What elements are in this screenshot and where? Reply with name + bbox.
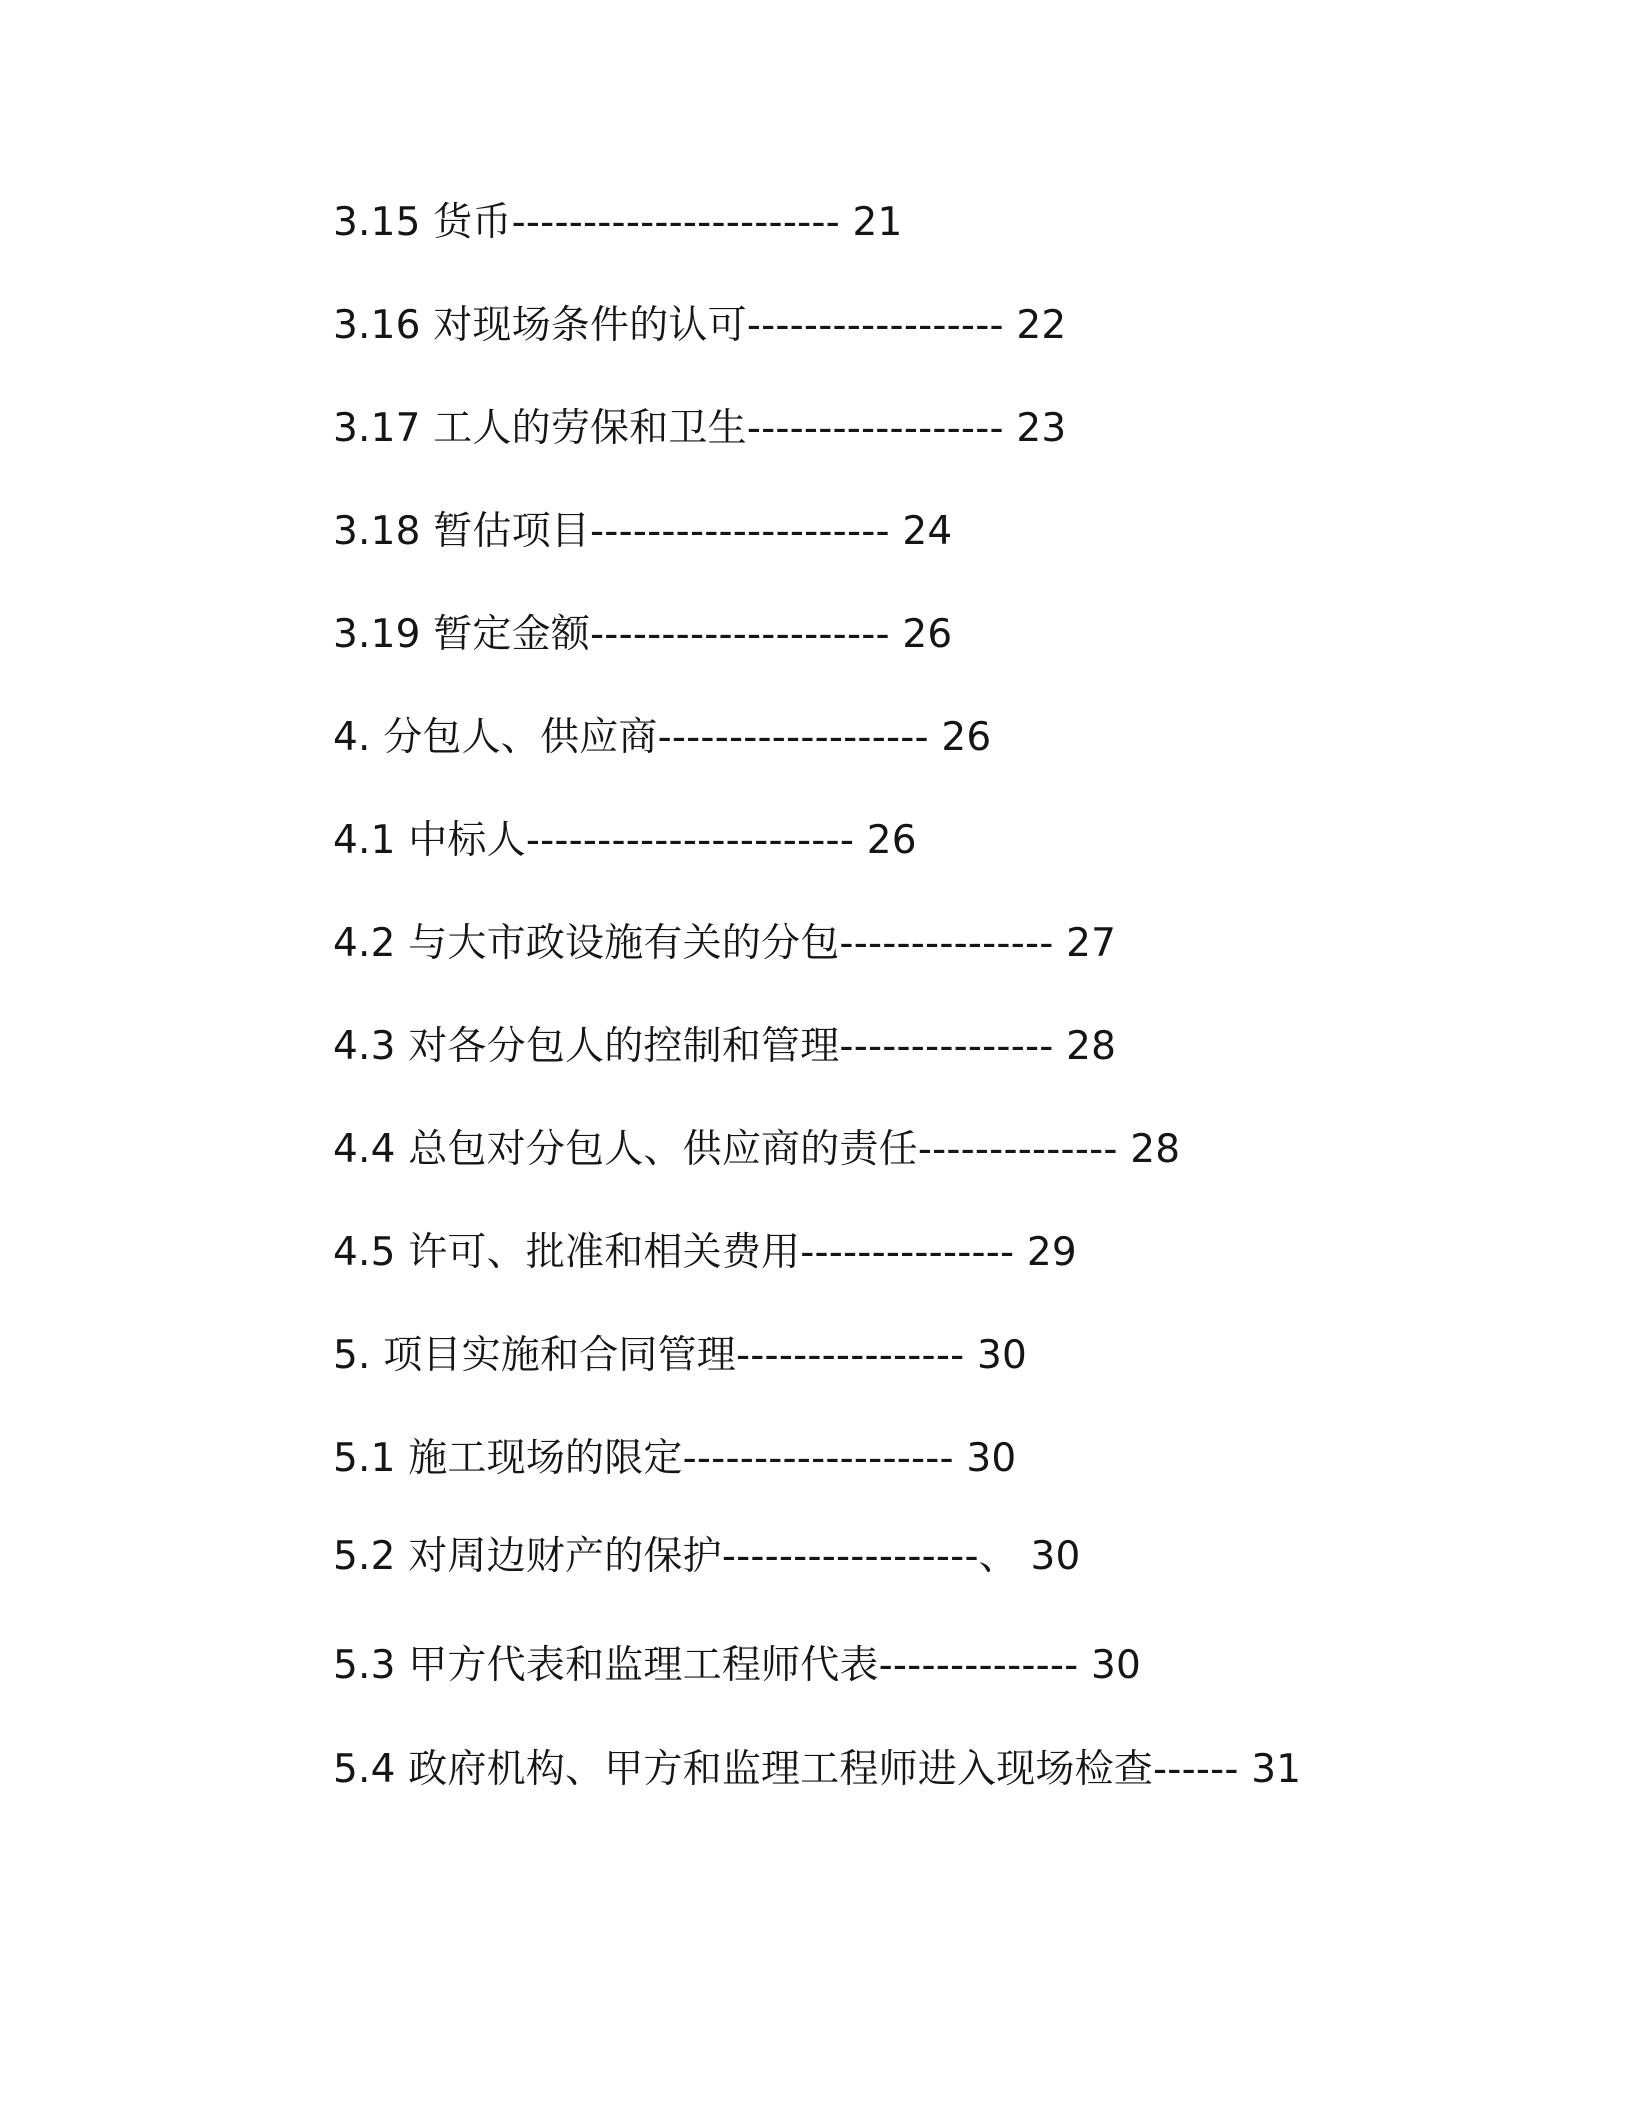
toc-entry-text: 5.2 对周边财产的保护------------------、 30 — [333, 1534, 1081, 1579]
toc-entry-text: 5. 项目实施和合同管理---------------- 30 — [333, 1333, 1027, 1378]
toc-entry-text: 3.18 暂估项目--------------------- 24 — [333, 509, 953, 554]
toc-entry-3-18 — [333, 502, 952, 562]
toc-entry-3-17 — [333, 399, 1066, 459]
toc-entry-5-2 — [333, 1527, 1081, 1587]
toc-entry-text: 3.16 对现场条件的认可------------------ 22 — [333, 303, 1067, 348]
toc-entry-4-1 — [333, 811, 917, 871]
toc-entry-3-15 — [333, 193, 903, 253]
toc-entry-text: 3.15 货币----------------------- 21 — [333, 200, 903, 245]
toc-entry-text: 4.4 总包对分包人、供应商的责任-------------- 28 — [333, 1127, 1181, 1172]
toc-entry-4-2 — [333, 914, 1116, 974]
toc-entry-4-3 — [333, 1017, 1116, 1077]
toc-entry-text: 5.3 甲方代表和监理工程师代表-------------- 30 — [333, 1643, 1142, 1688]
toc-entry-4-4 — [333, 1120, 1180, 1180]
toc-entry-text: 4. 分包人、供应商------------------- 26 — [333, 715, 992, 760]
toc-entry-5-1 — [333, 1429, 1016, 1489]
toc-entry-text: 3.17 工人的劳保和卫生------------------ 23 — [333, 406, 1067, 451]
toc-entry-5 — [333, 1326, 1027, 1386]
toc-entry-text: 4.1 中标人----------------------- 26 — [333, 818, 917, 863]
toc-entry-3-16 — [333, 296, 1066, 356]
toc-entry-4 — [333, 708, 991, 768]
toc-entry-text: 4.3 对各分包人的控制和管理--------------- 28 — [333, 1024, 1117, 1069]
toc-entry-5-3 — [333, 1636, 1141, 1696]
toc-entry-5-4 — [333, 1740, 1301, 1800]
toc-entry-text: 5.4 政府机构、甲方和监理工程师进入现场检查------ 31 — [333, 1747, 1302, 1792]
toc-entry-text: 4.5 许可、批准和相关费用--------------- 29 — [333, 1230, 1077, 1275]
toc-entry-text: 5.1 施工现场的限定------------------- 30 — [333, 1436, 1017, 1481]
toc-entry-text: 3.19 暂定金额--------------------- 26 — [333, 612, 953, 657]
toc-entry-3-19 — [333, 605, 952, 665]
toc-entry-4-5 — [333, 1223, 1077, 1283]
toc-entry-text: 4.2 与大市政设施有关的分包--------------- 27 — [333, 921, 1117, 966]
